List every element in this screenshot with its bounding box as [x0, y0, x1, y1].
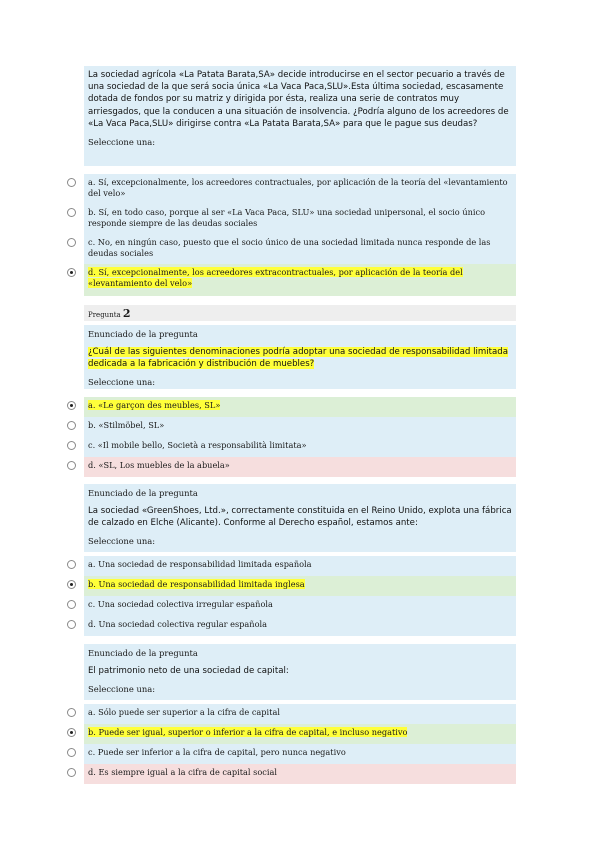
q4-option-d-text: d. Es siempre igual a la cifra de capital social — [88, 767, 277, 777]
question-number: 2 — [122, 307, 131, 320]
question-1-stem: La sociedad agrícola «La Patata Barata,SA» decide introducirse en el sector pecuario a través de una sociedad de la que será socia única «La Vaca Paca,SLU».Esta última sociedad, escasamente dotada de fondos por su matriz y dirigida por ésta, realiza una serie de contratos muy arriesgados, que la conducen a una situación de insolvencia. ¿Podría alguno de los acreedores de «La Vaca Paca,SLU» dirigirse contra «La Patata Barata,SA» para que le pague sus deudas? — [88, 70, 509, 129]
q4-radio-c[interactable] — [67, 748, 76, 757]
q4-radio-a[interactable] — [67, 708, 76, 717]
question-2-enunciado: Enunciado de la pregunta — [88, 329, 198, 339]
q3-radio-c[interactable] — [67, 600, 76, 609]
q2-radio-b[interactable] — [67, 421, 76, 430]
q2-option-a-text: a. «Le garçon des meubles, SL» — [88, 400, 221, 410]
q4-option-b[interactable] — [84, 724, 516, 744]
q3-option-d-text: d. Una sociedad colectiva regular española — [88, 619, 267, 629]
q3-option-a-text: a. Una sociedad de responsabilidad limitada española — [88, 559, 312, 569]
q4-option-b-text: b. Puede ser igual, superior o inferior a la cifra de capital, e incluso negativo — [88, 727, 408, 737]
q4-radio-d[interactable] — [67, 768, 76, 777]
q3-option-b-text: b. Una sociedad de responsabilidad limitada inglesa — [88, 579, 305, 589]
q4-radio-b-selected[interactable] — [67, 728, 76, 737]
q4-option-d[interactable] — [84, 764, 516, 784]
question-2-prompt: Seleccione una: — [88, 377, 156, 388]
q2-option-a[interactable] — [84, 397, 516, 417]
q2-option-c-text: c. «Il mobile bello, Società a responsabilità limitata» — [88, 440, 307, 450]
q1-option-d-text: d. Sí, excepcionalmente, los acreedores extracontractuales, por aplicación de la teoría del «levantamiento del velo» — [88, 267, 463, 288]
question-4-content — [84, 644, 516, 700]
q1-option-b-text: b. Sí, en todo caso, porque al ser «La Vaca Paca, SLU» una sociedad unipersonal, el socio único responde siempre de las deudas sociales — [88, 207, 486, 228]
q4-option-a-text: a. Sólo puede ser superior a la cifra de capital — [88, 707, 280, 717]
q3-radio-a[interactable] — [67, 560, 76, 569]
question-3-content — [84, 484, 516, 552]
q3-option-c-text: c. Una sociedad colectiva irregular española — [88, 599, 273, 609]
q1-option-c-text: c. No, en ningún caso, puesto que el socio único de una sociedad limitada nunca responde de las deudas sociales — [88, 237, 491, 258]
q2-radio-a-selected[interactable] — [67, 401, 76, 410]
q2-radio-d[interactable] — [67, 461, 76, 470]
question-4-stem: El patrimonio neto de una sociedad de capital: — [88, 666, 289, 676]
q1-radio-b[interactable] — [67, 208, 76, 217]
q1-option-c[interactable] — [84, 234, 516, 264]
question-2-content — [84, 325, 516, 389]
q3-option-b[interactable] — [84, 576, 516, 596]
q4-option-c[interactable] — [84, 744, 516, 764]
q3-radio-d[interactable] — [67, 620, 76, 629]
q1-option-a[interactable] — [84, 174, 516, 204]
q1-option-a-text: a. Sí, excepcionalmente, los acreedores contractuales, por aplicación de la teoría del «levantamiento del velo» — [88, 177, 508, 198]
question-3-prompt: Seleccione una: — [88, 536, 156, 547]
q4-option-c-text: c. Puede ser inferior a la cifra de capital, pero nunca negativo — [88, 747, 346, 757]
question-3-stem: La sociedad «GreenShoes, Ltd.», correctamente constituida en el Reino Unido, explota una fábrica de calzado en Elche (Alicante). Conforme al Derecho español, estamos ante: — [88, 506, 512, 529]
q2-radio-c[interactable] — [67, 441, 76, 450]
question-label: Pregunta — [88, 311, 121, 319]
question-4-prompt: Seleccione una: — [88, 684, 156, 695]
q3-radio-b-selected[interactable] — [67, 580, 76, 589]
q1-option-b[interactable] — [84, 204, 516, 234]
q2-option-d[interactable] — [84, 457, 516, 477]
q1-radio-a[interactable] — [67, 178, 76, 187]
q2-option-b-text: b. «Stilmöbel, SL» — [88, 420, 165, 430]
q3-option-a[interactable] — [84, 556, 516, 576]
q1-radio-d-selected[interactable] — [67, 268, 76, 277]
question-2-header — [84, 305, 516, 321]
question-4-enunciado: Enunciado de la pregunta — [88, 648, 198, 658]
question-1-prompt: Seleccione una: — [88, 137, 156, 148]
question-3-enunciado: Enunciado de la pregunta — [88, 488, 198, 498]
question-1 — [84, 66, 516, 784]
q3-option-d[interactable] — [84, 616, 516, 636]
q3-option-c[interactable] — [84, 596, 516, 616]
q1-radio-c[interactable] — [67, 238, 76, 247]
question-1-content — [84, 66, 516, 166]
q1-option-d[interactable] — [84, 264, 516, 296]
q4-option-a[interactable] — [84, 704, 516, 724]
q2-option-b[interactable] — [84, 417, 516, 437]
q2-option-c[interactable] — [84, 437, 516, 457]
q2-option-d-text: d. «SL, Los muebles de la abuela» — [88, 460, 230, 470]
question-2-stem: ¿Cuál de las siguientes denominaciones podría adoptar una sociedad de responsabilidad limitada dedicada a la fabricación y distribución de muebles? — [88, 347, 508, 370]
